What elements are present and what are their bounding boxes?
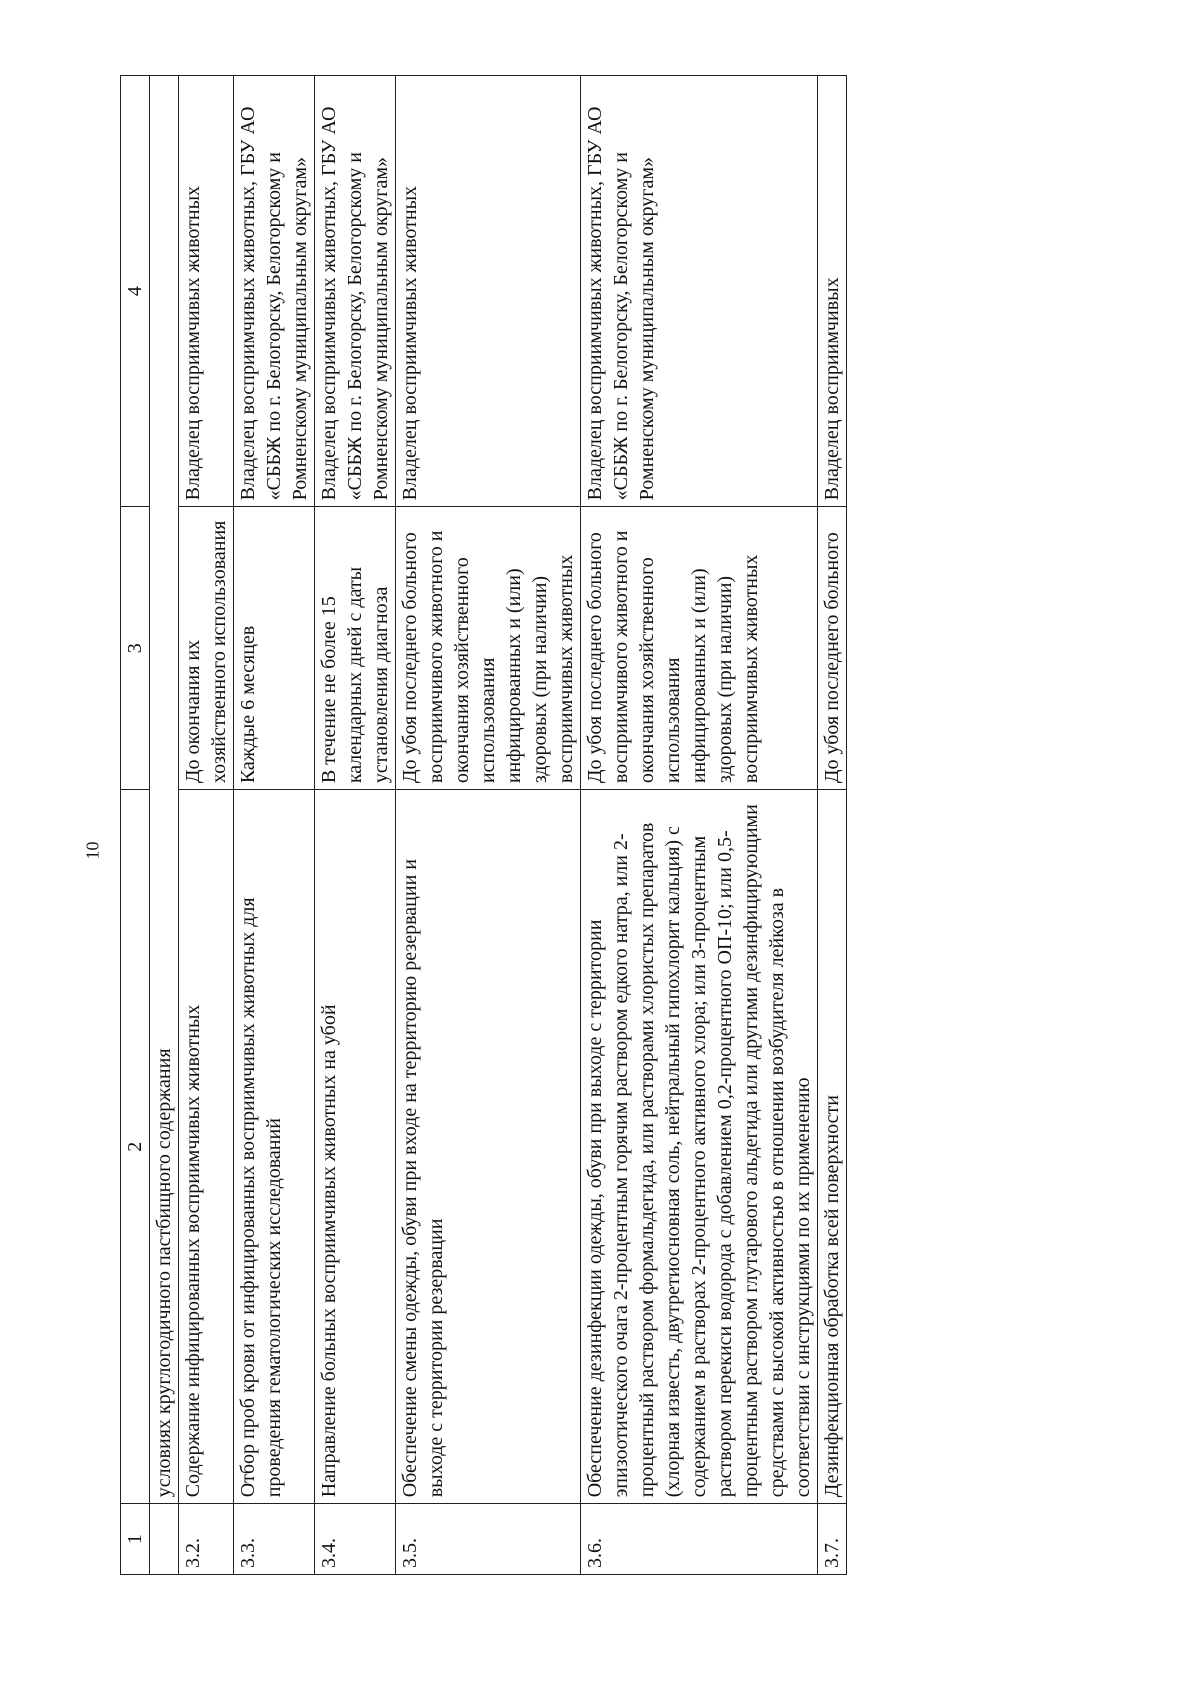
row-number: 3.4. — [315, 1504, 396, 1575]
table-row — [396, 76, 581, 1575]
row-term: До убоя последнего больного восприимчивого животного и окончания хозяйственного использования инфицированных и (или) здоровых (при наличии) восприимчивых животных — [581, 507, 818, 790]
row-number: 3.2. — [179, 1504, 234, 1575]
table-header-row — [121, 76, 150, 1575]
header-col-2: 2 — [121, 790, 150, 1504]
row-number: 3.6. — [581, 1504, 818, 1575]
row-term: До убоя последнего больного — [818, 507, 847, 790]
header-col-4: 4 — [121, 76, 150, 507]
row-responsible: Владелец восприимчивых животных, ГБУ АО «СББЖ по г. Белогорску, Белогорскому и Ромненскому муниципальным округам» — [315, 76, 396, 507]
row-responsible: Владелец восприимчивых — [818, 76, 847, 507]
row-action: Содержание инфицированных восприимчивых животных — [179, 790, 234, 1504]
row-action: Обеспечение дезинфекции одежды, обуви при выходе с территории эпизоотического очага 2-процентным горячим раствором едкого натра, или 2-процентный раствором формальдегида, или растворами хлористых препаратов (хлорная известь, двутретиосновная соль, нейтральный гипохлорит кальция) с содержанием в растворах 2-процентного активного хлора; или 3-процентным раствором перекиси водорода с добавлением 0,2-процентного ОП-10; или 0,5-процентным раствором глутарового альдегида или другими дезинфицирующими средствами с высокой активностью в отношении возбудителя лейкоза в соответствии с инструкциями по их применению — [581, 790, 818, 1504]
row-term: До убоя последнего больного восприимчивого животного и окончания хозяйственного использования инфицированных и (или) здоровых (при наличии) восприимчивых животных — [396, 507, 581, 790]
header-col-3: 3 — [121, 507, 150, 790]
page-number: 10 — [82, 841, 103, 860]
row-action: Дезинфекционная обработка всей поверхности — [818, 790, 847, 1504]
row-action: Обеспечение смены одежды, обуви при входе на территорию резервации и выходе с территории резервации — [396, 790, 581, 1504]
table-row — [234, 76, 315, 1575]
row-term: В течение не более 15 календарных дней с даты установления диагноза — [315, 507, 396, 790]
row-action: Отбор проб крови от инфицированных восприимчивых животных для проведения гематологических исследований — [234, 790, 315, 1504]
table-row — [581, 76, 818, 1575]
rotated-page-content — [120, 75, 1080, 1575]
table-row — [818, 76, 847, 1575]
row-responsible: Владелец восприимчивых животных, ГБУ АО «СББЖ по г. Белогорску, Белогорскому и Ромненскому муниципальным округам» — [581, 76, 818, 507]
row-term: Каждые 6 месяцев — [234, 507, 315, 790]
table-row — [179, 76, 234, 1575]
measures-table — [120, 75, 847, 1575]
row-responsible: Владелец восприимчивых животных, ГБУ АО «СББЖ по г. Белогорску, Белогорскому и Ромненскому муниципальным округам» — [234, 76, 315, 507]
row-responsible: Владелец восприимчивых животных — [179, 76, 234, 507]
table-row — [315, 76, 396, 1575]
continuation-text: условиях круглогодичного пастбищного содержания — [150, 76, 179, 1504]
row-number: 3.5. — [396, 1504, 581, 1575]
header-col-1: 1 — [121, 1504, 150, 1575]
continuation-row — [150, 76, 179, 1575]
row-term: До окончания их хозяйственного использования — [179, 507, 234, 790]
row-number: 3.7. — [818, 1504, 847, 1575]
row-action: Направление больных восприимчивых животных на убой — [315, 790, 396, 1504]
row-number: 3.3. — [234, 1504, 315, 1575]
row-responsible: Владелец восприимчивых животных — [396, 76, 581, 507]
